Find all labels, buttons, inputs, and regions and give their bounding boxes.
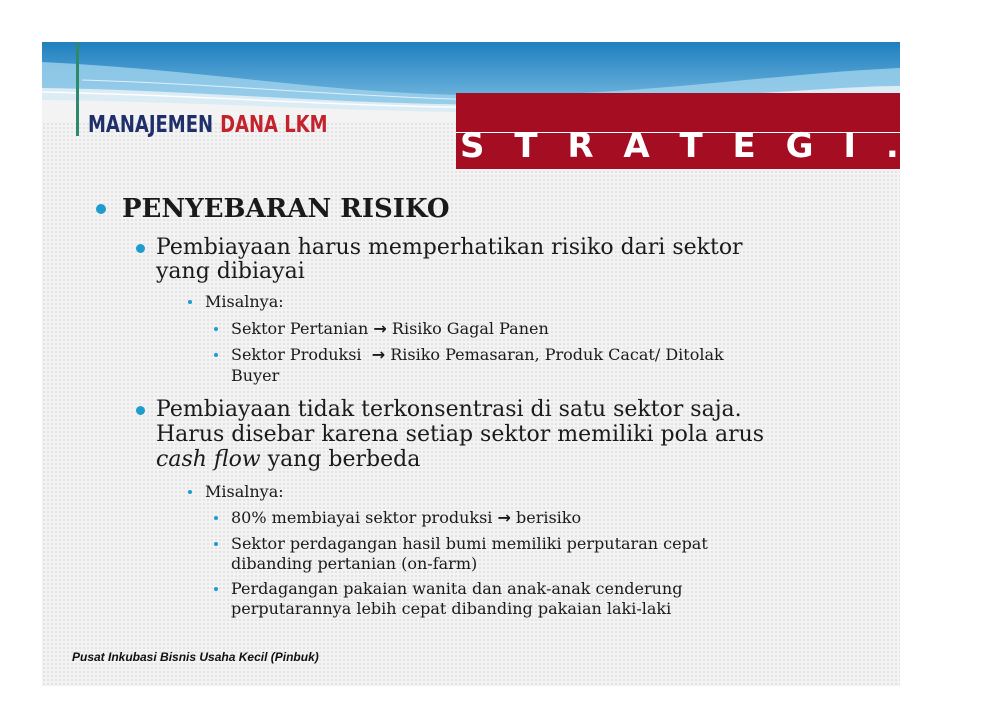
bullet-icon	[214, 516, 218, 520]
arrow-icon: →	[497, 508, 511, 527]
point1-line1: Pembiayaan harus memperhatikan risiko dari sektor	[156, 235, 743, 260]
point2-item1	[231, 508, 581, 528]
bullet-icon	[214, 353, 218, 357]
item-text: 80% membiayai sektor produksi	[231, 508, 498, 527]
point1-line2: yang dibiayai	[156, 259, 305, 284]
item-text: Sektor Pertanian	[231, 319, 374, 338]
bullet-icon	[188, 490, 192, 494]
bullet-icon	[214, 587, 218, 591]
point1-item1	[231, 319, 549, 339]
brand-part2: DANA LKM	[220, 110, 328, 138]
slide-content	[42, 42, 900, 686]
point2-line2: Harus disebar karena setiap sektor memiliki pola arus	[156, 422, 765, 447]
point2-sub-label: Misalnya:	[205, 482, 284, 501]
point2-item2-line2: dibanding pertanian (on-farm)	[231, 554, 478, 573]
item-text: berisiko	[510, 508, 582, 527]
bullet-icon	[188, 300, 192, 304]
item-text: Risiko Gagal Panen	[386, 319, 549, 338]
point2-item3-line2: perputarannya lebih cepat dibanding pakaian laki-laki	[231, 599, 672, 618]
item-text: Risiko Pemasaran, Produk Cacat/ Ditolak	[385, 345, 724, 364]
arrow-icon: →	[373, 319, 387, 338]
point1-item2	[231, 345, 724, 365]
section-heading: PENYEBARAN RISIKO	[122, 194, 450, 224]
point2-line3-rest: yang berbeda	[260, 447, 421, 472]
slide-title: S T R A T E G I . . .	[460, 126, 993, 166]
point2-item2-line1: Sektor perdagangan hasil bumi memiliki perputaran cepat	[231, 534, 708, 553]
point2-line1: Pembiayaan tidak terkonsentrasi di satu sektor saja.	[156, 397, 742, 422]
point2-item3-line1: Perdagangan pakaian wanita dan anak-anak cenderung	[231, 579, 683, 598]
bullet-icon	[214, 327, 218, 331]
item-text: Sektor Produksi	[231, 345, 372, 364]
brand-part1: MANAJEMEN	[88, 110, 214, 138]
footer-text: Pusat Inkubasi Bisnis Usaha Kecil (Pinbuk)	[72, 650, 319, 664]
bullet-icon	[214, 542, 218, 546]
slide	[42, 42, 993, 686]
point1-item2-cont: Buyer	[231, 366, 280, 385]
point2-line3	[156, 447, 420, 472]
bullet-icon	[96, 204, 106, 214]
point1-sub-label: Misalnya:	[205, 292, 284, 311]
bullet-icon	[136, 406, 145, 415]
bullet-icon	[136, 244, 145, 253]
arrow-icon: →	[371, 345, 386, 364]
cash-flow-term: cash flow	[156, 447, 261, 472]
